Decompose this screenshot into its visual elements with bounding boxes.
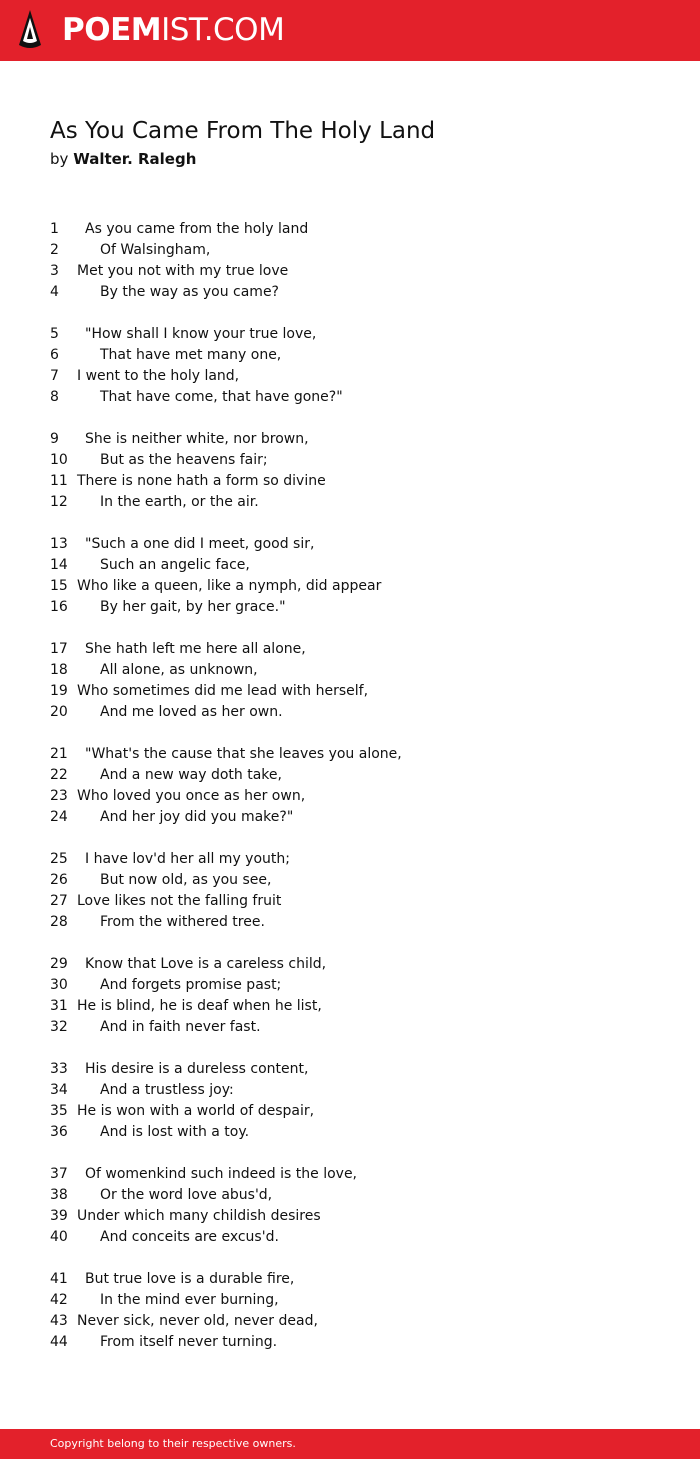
line-text: "How shall I know your true love, [85,326,317,342]
line-number: 5 [50,326,59,342]
line-text: But true love is a durable fire, [85,1271,295,1287]
line-text: Of womenkind such indeed is the love, [85,1166,358,1182]
stanza-gap [0,828,700,849]
poem-line [0,954,700,975]
line-number: 8 [50,389,59,405]
poem-line [0,975,700,996]
line-number: 22 [50,767,68,783]
line-number: 29 [50,956,68,972]
poem-line [0,1164,700,1185]
stanza-gap [0,408,700,429]
poem-line [0,219,700,240]
line-text: All alone, as unknown, [100,662,258,678]
line-number: 17 [50,641,68,657]
line-number: 3 [50,263,59,279]
line-number: 42 [50,1292,68,1308]
poem-line [0,681,700,702]
line-number: 27 [50,893,68,909]
poem-line [0,261,700,282]
poem-line [0,1185,700,1206]
line-number: 26 [50,872,68,888]
line-text: By her gait, by her grace." [100,599,286,615]
poem-line [0,870,700,891]
poem-line [0,765,700,786]
poem-line [0,450,700,471]
poem-line [0,282,700,303]
poem-line [0,429,700,450]
line-text: And in faith never fast. [100,1019,261,1035]
line-text: From itself never turning. [100,1334,278,1350]
line-number: 23 [50,788,68,804]
poem-body [0,219,700,1353]
line-text: Or the word love abus'd, [100,1187,273,1203]
line-number: 19 [50,683,68,699]
poem-line [0,849,700,870]
poem-line [0,471,700,492]
line-text: Who like a queen, like a nymph, did appear [77,578,382,594]
by-label: by [50,150,69,168]
line-number: 36 [50,1124,68,1140]
poem-line [0,786,700,807]
poem-line [0,324,700,345]
line-number: 18 [50,662,68,678]
line-text: But now old, as you see, [100,872,272,888]
line-number: 11 [50,473,68,489]
line-number: 28 [50,914,68,930]
line-text: And her joy did you make?" [100,809,294,825]
poem-line [0,534,700,555]
poem-line [0,1080,700,1101]
stanza-gap [0,1038,700,1059]
line-number: 9 [50,431,59,447]
line-number: 34 [50,1082,68,1098]
line-text: Love likes not the falling fruit [77,893,282,909]
line-text: But as the heavens fair; [100,452,268,468]
line-number: 2 [50,242,59,258]
line-text: And is lost with a toy. [100,1124,250,1140]
line-number: 41 [50,1271,68,1287]
pencil-icon[interactable] [17,9,43,55]
line-number: 15 [50,578,68,594]
line-text: That have come, that have gone?" [100,389,343,405]
line-number: 32 [50,1019,68,1035]
line-number: 35 [50,1103,68,1119]
poem-line [0,1269,700,1290]
line-number: 13 [50,536,68,552]
stanza-gap [0,933,700,954]
line-number: 4 [50,284,59,300]
poem-line [0,597,700,618]
line-number: 24 [50,809,68,825]
poem-line [0,1206,700,1227]
poem-line [0,1311,700,1332]
logo-light-text: IST.COM [161,12,285,48]
line-text: Met you not with my true love [77,263,289,279]
line-text: As you came from the holy land [85,221,309,237]
poem-line [0,366,700,387]
line-number: 1 [50,221,59,237]
line-text: From the withered tree. [100,914,265,930]
line-text: She hath left me here all alone, [85,641,306,657]
poem-line [0,576,700,597]
line-number: 33 [50,1061,68,1077]
poem-line [0,1227,700,1248]
site-header [0,0,700,61]
poem-line [0,996,700,1017]
line-text: I have lov'd her all my youth; [85,851,290,867]
line-text: Under which many childish desires [77,1208,321,1224]
line-text: That have met many one, [100,347,282,363]
poem-line [0,387,700,408]
line-text: And me loved as her own. [100,704,283,720]
poem-line [0,1017,700,1038]
line-number: 20 [50,704,68,720]
line-number: 38 [50,1187,68,1203]
line-text: In the mind ever burning, [100,1292,279,1308]
line-text: "What's the cause that she leaves you alone, [85,746,402,762]
poem-line [0,744,700,765]
line-text: By the way as you came? [100,284,279,300]
line-text: There is none hath a form so divine [77,473,326,489]
poem-title: As You Came From The Holy Land [50,118,436,144]
poem-line [0,1332,700,1353]
stanza-gap [0,303,700,324]
line-number: 39 [50,1208,68,1224]
stanza-gap [0,513,700,534]
stanza-gap [0,1248,700,1269]
line-number: 16 [50,599,68,615]
line-number: 12 [50,494,68,510]
stanza-gap [0,618,700,639]
poem-line [0,807,700,828]
poem-line [0,702,700,723]
poem-line [0,660,700,681]
line-text: She is neither white, nor brown, [85,431,309,447]
line-text: I went to the holy land, [77,368,240,384]
line-text: Who sometimes did me lead with herself, [77,683,369,699]
poem-line [0,555,700,576]
line-number: 40 [50,1229,68,1245]
line-text: "Such a one did I meet, good sir, [85,536,315,552]
line-text: He is blind, he is deaf when he list, [77,998,322,1014]
line-text: Of Walsingham, [100,242,211,258]
poem-line [0,240,700,261]
poem-line [0,1122,700,1143]
stanza-gap [0,723,700,744]
line-text: And a new way doth take, [100,767,282,783]
line-text: In the earth, or the air. [100,494,259,510]
logo-bold-text: POEM [62,12,162,48]
author-name: Walter. Ralegh [73,150,197,168]
line-number: 44 [50,1334,68,1350]
line-text: And forgets promise past; [100,977,282,993]
line-number: 25 [50,851,68,867]
line-number: 14 [50,557,68,573]
line-text: And a trustless joy: [100,1082,234,1098]
line-number: 31 [50,998,68,1014]
poem-line [0,891,700,912]
line-text: Know that Love is a careless child, [85,956,327,972]
poem-line [0,1101,700,1122]
line-text: His desire is a dureless content, [85,1061,309,1077]
copyright-notice: Copyright belong to their respective owners. [50,1437,296,1450]
line-text: He is won with a world of despair, [77,1103,315,1119]
line-number: 37 [50,1166,68,1182]
byline [50,149,196,169]
poem-line [0,1290,700,1311]
line-text: Such an angelic face, [100,557,250,573]
line-number: 7 [50,368,59,384]
line-number: 21 [50,746,68,762]
line-text: Who loved you once as her own, [77,788,306,804]
site-logo[interactable] [62,12,284,48]
line-number: 10 [50,452,68,468]
poem-line [0,345,700,366]
line-number: 43 [50,1313,68,1329]
poem-line [0,492,700,513]
line-text: And conceits are excus'd. [100,1229,279,1245]
line-number: 30 [50,977,68,993]
poem-line [0,1059,700,1080]
site-footer [0,1429,700,1459]
poem-line [0,912,700,933]
line-number: 6 [50,347,59,363]
stanza-gap [0,1143,700,1164]
line-text: Never sick, never old, never dead, [77,1313,318,1329]
poem-line [0,639,700,660]
